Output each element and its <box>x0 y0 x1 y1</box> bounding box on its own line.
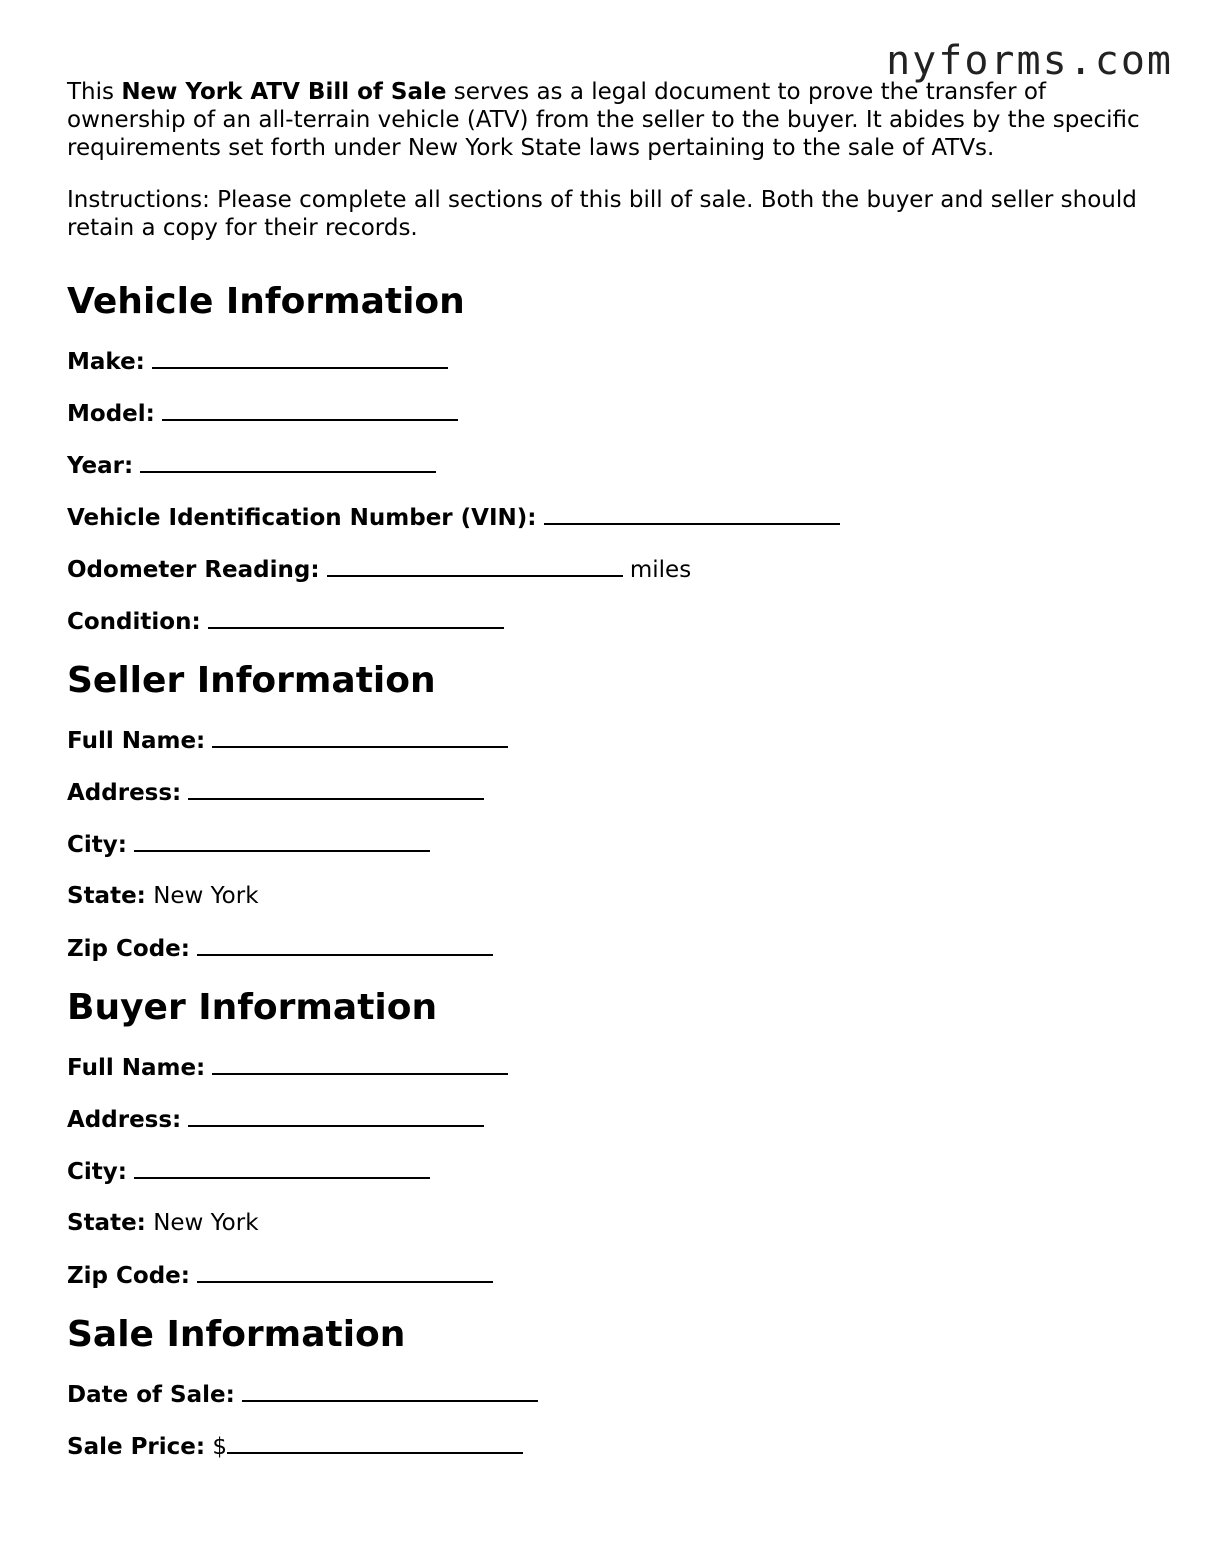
model-blank[interactable] <box>162 399 458 421</box>
sale-section-title: Sale Information <box>67 1314 406 1355</box>
odometer-unit: miles <box>629 557 692 583</box>
sale-price-blank[interactable] <box>227 1432 523 1454</box>
seller-name-blank[interactable] <box>212 726 508 748</box>
odometer-field <box>67 555 1157 583</box>
sale-fields <box>67 1380 1157 1460</box>
seller-address-label: Address: <box>67 780 182 806</box>
buyer-state-value: New York <box>153 1210 259 1236</box>
seller-section-title: Seller Information <box>67 660 436 701</box>
condition-field <box>67 607 1157 635</box>
buyer-zip-label: Zip Code: <box>67 1263 190 1289</box>
buyer-name-blank[interactable] <box>212 1053 508 1075</box>
intro-document-name: New York ATV Bill of Sale <box>121 79 447 105</box>
seller-name-label: Full Name: <box>67 728 206 754</box>
seller-city-label: City: <box>67 832 127 858</box>
watermark-logo: nyforms.com <box>886 38 1173 84</box>
seller-state-label: State: <box>67 883 146 909</box>
vin-blank[interactable] <box>544 503 840 525</box>
seller-zip-label: Zip Code: <box>67 936 190 962</box>
condition-label: Condition: <box>67 609 201 635</box>
model-field <box>67 399 1157 427</box>
buyer-zip-blank[interactable] <box>197 1261 493 1283</box>
sale-date-blank[interactable] <box>242 1380 538 1402</box>
buyer-address-blank[interactable] <box>188 1105 484 1127</box>
vehicle-section-title: Vehicle Information <box>67 281 465 322</box>
seller-zip-field <box>67 934 1157 962</box>
sale-date-field <box>67 1380 1157 1408</box>
buyer-address-field <box>67 1105 1157 1133</box>
buyer-city-label: City: <box>67 1159 127 1185</box>
seller-city-field <box>67 830 1157 858</box>
buyer-fields <box>67 1053 1157 1289</box>
seller-state-field <box>67 882 1157 910</box>
seller-zip-blank[interactable] <box>197 934 493 956</box>
odometer-label: Odometer Reading: <box>67 557 320 583</box>
year-blank[interactable] <box>140 451 436 473</box>
buyer-zip-field <box>67 1261 1157 1289</box>
year-field <box>67 451 1157 479</box>
model-label: Model: <box>67 401 155 427</box>
document-body <box>67 78 1157 1460</box>
condition-blank[interactable] <box>208 607 504 629</box>
buyer-city-field <box>67 1157 1157 1185</box>
sale-date-label: Date of Sale: <box>67 1382 235 1408</box>
seller-city-blank[interactable] <box>134 830 430 852</box>
intro-suffix: serves as a legal document to prove the transfer of ownership of an all-terrain vehicle (ATV) from the seller to the buyer. It abides by the specific requirements set forth under New York State laws pertaining to the sale of ATVs. <box>67 79 1140 161</box>
buyer-state-label: State: <box>67 1210 146 1236</box>
buyer-state-field <box>67 1209 1157 1237</box>
buyer-address-label: Address: <box>67 1107 182 1133</box>
sale-price-label: Sale Price: <box>67 1434 206 1460</box>
buyer-name-field <box>67 1053 1157 1081</box>
make-field <box>67 347 1157 375</box>
buyer-section-title: Buyer Information <box>67 987 438 1028</box>
seller-address-blank[interactable] <box>188 778 484 800</box>
odometer-blank[interactable] <box>327 555 623 577</box>
intro-paragraph <box>67 78 1157 162</box>
seller-state-value: New York <box>153 883 259 909</box>
make-blank[interactable] <box>152 347 448 369</box>
vin-field <box>67 503 1157 531</box>
sale-price-field <box>67 1432 1157 1460</box>
year-label: Year: <box>67 453 134 479</box>
buyer-city-blank[interactable] <box>134 1157 430 1179</box>
vehicle-fields <box>67 347 1157 635</box>
seller-fields <box>67 726 1157 962</box>
seller-name-field <box>67 726 1157 754</box>
currency-symbol: $ <box>212 1434 228 1460</box>
vin-label: Vehicle Identification Number (VIN): <box>67 505 537 531</box>
buyer-name-label: Full Name: <box>67 1055 206 1081</box>
seller-address-field <box>67 778 1157 806</box>
instructions-paragraph: Instructions: Please complete all sections of this bill of sale. Both the buyer and seller should retain a copy for their records. <box>67 187 1137 241</box>
make-label: Make: <box>67 349 145 375</box>
intro-prefix: This <box>67 79 122 105</box>
